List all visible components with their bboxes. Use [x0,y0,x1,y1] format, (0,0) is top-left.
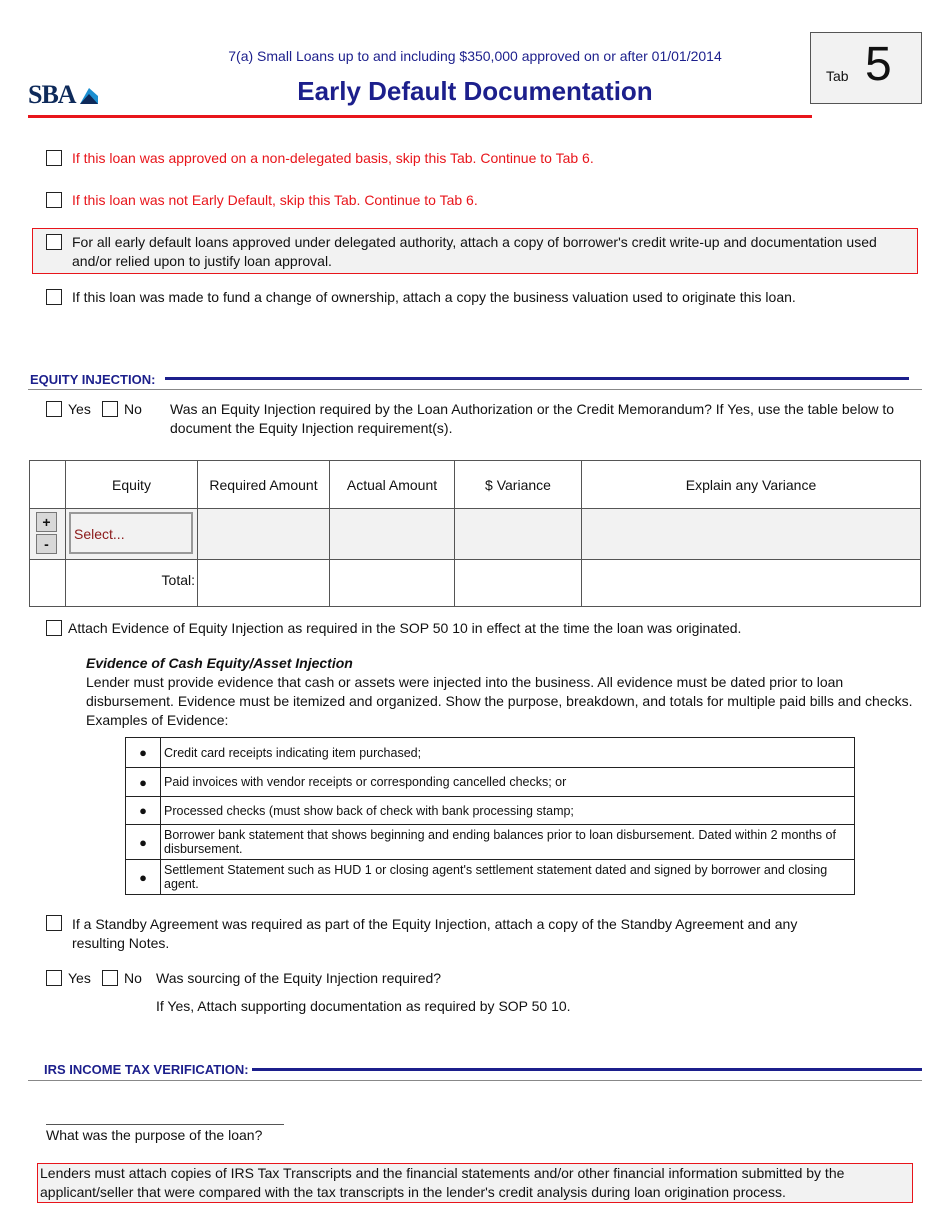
not-early-default-label: If this loan was not Early Default, skip this Tab. Continue to Tab 6. [72,192,478,208]
evidence-item [126,797,855,825]
total-label: Total: [66,560,198,607]
irs-section-rule [252,1068,922,1071]
required-total-field[interactable] [198,560,330,607]
equity-no-checkbox[interactable] [102,401,118,417]
equity-column-header: Equity [66,461,198,509]
total-blank-cell [30,560,66,607]
irs-section-underline [28,1080,922,1081]
bullet-icon: ● [126,768,161,797]
equity-table-header-row [30,461,921,509]
add-row-button[interactable]: + [36,512,57,532]
evidence-item-text: Borrower bank statement that shows beginning and ending balances prior to loan disbursement. Dated within 2 months of disbursement. [161,825,855,860]
sourcing-no-label: No [124,970,142,986]
actual-amount-header: Actual Amount [330,461,455,509]
equity-question: Was an Equity Injection required by the Loan Authorization or the Credit Memorandum? If Yes, use the table below to document the Equity Injection requirement(s). [170,401,895,436]
actual-amount-input[interactable] [330,509,455,560]
row-control-header [30,461,66,509]
non-delegated-checkbox[interactable] [46,150,62,166]
evidence-description: Lender must provide evidence that cash or assets were injected into the business. All evidence must be dated prior to loan disbursement. Evidence must be itemized and organized. Show the purpose, breakdown, and totals for multiple paid bills and checks. Examples of Evidence: [86,674,913,728]
bullet-icon: ● [126,738,161,768]
delegated-authority-checkbox[interactable] [46,234,62,250]
equity-section-underline [28,389,922,390]
evidence-item [126,738,855,768]
sourcing-yes-label: Yes [68,970,91,986]
explain-variance-input[interactable] [582,509,921,560]
irs-section-title: IRS INCOME TAX VERIFICATION: [44,1062,249,1077]
irs-notice-text: Lenders must attach copies of IRS Tax Transcripts and the financial statements and/or other financial information submitted by the applicant/seller that were compared with the tax transcripts in the lender's credit analysis during loan origination process. [40,1165,845,1200]
loan-purpose-input[interactable] [46,1124,284,1125]
bullet-icon: ● [126,860,161,895]
not-early-default-checkbox[interactable] [46,192,62,208]
change-of-ownership-checkbox[interactable] [46,289,62,305]
form-subtitle: 7(a) Small Loans up to and including $350,000 approved on or after 01/01/2014 [228,48,722,64]
evidence-item-text: Paid invoices with vendor receipts or corresponding cancelled checks; or [161,768,855,797]
evidence-item [126,768,855,797]
tab-number: 5 [865,38,892,91]
equity-yes-checkbox[interactable] [46,401,62,417]
variance-header: $ Variance [455,461,582,509]
loan-purpose-label: What was the purpose of the loan? [46,1127,263,1143]
standby-agreement-checkbox[interactable] [46,915,62,931]
page-title: Early Default Documentation [297,76,653,106]
required-amount-input[interactable] [198,509,330,560]
remove-row-button[interactable]: - [36,534,57,554]
sourcing-yes-checkbox[interactable] [46,970,62,986]
variance-total-field[interactable] [455,560,582,607]
bullet-icon: ● [126,825,161,860]
evidence-item [126,860,855,895]
evidence-item-text: Credit card receipts indicating item purchased; [161,738,855,768]
attach-evidence-label: Attach Evidence of Equity Injection as required in the SOP 50 10 in effect at the time the loan was originated. [68,620,742,636]
change-of-ownership-label: If this loan was made to fund a change of ownership, attach a copy the business valuation used to originate this loan. [72,289,796,305]
variance-input[interactable] [455,509,582,560]
non-delegated-label: If this loan was approved on a non-delegated basis, skip this Tab. Continue to Tab 6. [72,150,594,166]
explain-total-field[interactable] [582,560,921,607]
actual-total-field[interactable] [330,560,455,607]
sba-logo: SBA [28,80,76,109]
required-amount-header: Required Amount [198,461,330,509]
title-divider [28,115,812,118]
evidence-examples-table [125,737,855,895]
equity-section-rule [165,377,909,380]
attach-evidence-checkbox[interactable] [46,620,62,636]
sourcing-note: If Yes, Attach supporting documentation as required by SOP 50 10. [156,998,571,1014]
equity-yes-label: Yes [68,401,91,417]
evidence-item-text: Processed checks (must show back of check with bank processing stamp; [161,797,855,825]
equity-no-label: No [124,401,142,417]
evidence-heading: Evidence of Cash Equity/Asset Injection [86,655,353,671]
evidence-item-text: Settlement Statement such as HUD 1 or closing agent's settlement statement dated and signed by borrower and closing agent. [161,860,855,895]
standby-agreement-label: If a Standby Agreement was required as part of the Equity Injection, attach a copy of the Standby Agreement and any resulting Notes. [72,916,798,951]
tab-indicator [810,32,922,104]
delegated-authority-label: For all early default loans approved under delegated authority, attach a copy of borrower's credit write-up and documentation used and/or relied upon to justify loan approval. [72,234,877,269]
sourcing-no-checkbox[interactable] [102,970,118,986]
equity-total-row [30,560,921,607]
equity-section-title: EQUITY INJECTION: [30,372,156,387]
tab-label: Tab [826,68,849,84]
evidence-item [126,825,855,860]
bullet-icon: ● [126,797,161,825]
explain-variance-header: Explain any Variance [582,461,921,509]
sourcing-question: Was sourcing of the Equity Injection required? [156,970,442,986]
equity-type-select[interactable]: Select... [69,512,193,554]
